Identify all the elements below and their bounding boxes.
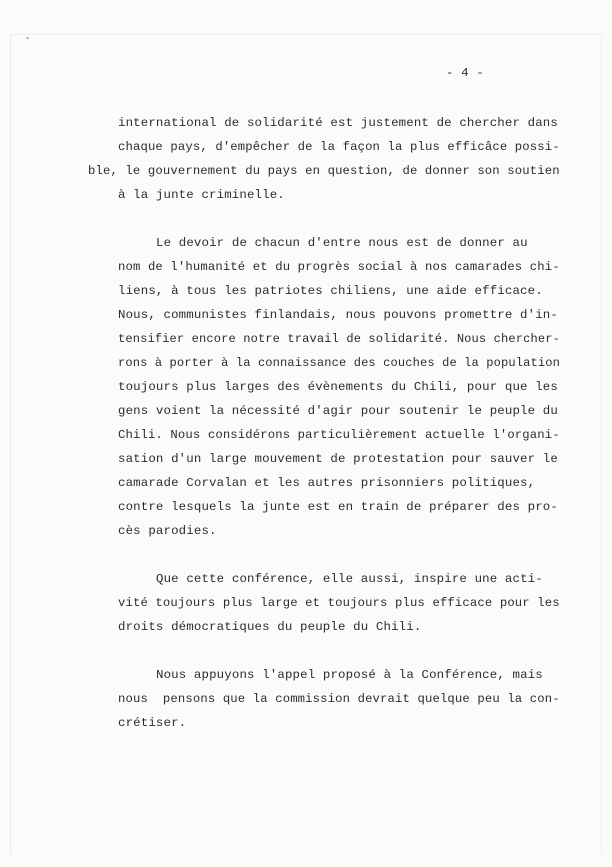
paragraph-2-line-2: nom de l'humanité et du progrès social à nos camarades chi-	[118, 260, 560, 274]
paragraph-1-line-2: chaque pays, d'empêcher de la façon la plus efficâce possi-	[118, 140, 560, 154]
paragraph-3-line-1: Que cette conférence, elle aussi, inspire une acti-	[156, 572, 543, 586]
paragraph-2-line-5: tensifier encore notre travail de solidarité. Nous chercher-	[118, 332, 560, 346]
paragraph-2-line-8: gens voient la nécessité d'agir pour soutenir le peuple du	[118, 404, 558, 418]
paragraph-2-line-11: camarade Corvalan et les autres prisonniers politiques,	[118, 476, 536, 490]
paragraph-1-line-3: ble, le gouvernement du pays en question, de donner son soutien	[88, 164, 560, 178]
paragraph-4-line-2: nous pensons que la commission devrait quelque peu la con-	[118, 692, 560, 706]
paragraph-1-line-1: international de solidarité est justement de chercher dans	[118, 116, 558, 130]
paper-speck	[26, 37, 29, 39]
paragraph-4-line-1: Nous appuyons l'appel proposé à la Conférence, mais	[156, 668, 543, 682]
page-number: - 4 -	[446, 66, 484, 80]
paragraph-2-line-3: liens, à tous les patriotes chiliens, une aide efficace.	[118, 284, 543, 298]
paragraph-3-line-2: vité toujours plus large et toujours plus efficace pour les	[118, 596, 560, 610]
paragraph-2-line-4: Nous, communistes finlandais, nous pouvons promettre d'in-	[118, 308, 558, 322]
paragraph-3-line-3: droits démocratiques du peuple du Chili.	[118, 620, 422, 634]
paragraph-1-line-4: à la junte criminelle.	[118, 188, 285, 202]
paragraph-2-line-9: Chili. Nous considérons particulièrement actuelle l'organi-	[118, 428, 560, 442]
paragraph-2-line-1: Le devoir de chacun d'entre nous est de donner au	[156, 236, 528, 250]
paragraph-2-line-7: toujours plus larges des évènements du Chili, pour que les	[118, 380, 558, 394]
paragraph-2-line-6: rons à porter à la connaissance des couches de la population	[118, 356, 560, 370]
paragraph-2-line-12: contre lesquels la junte est en train de préparer des pro-	[118, 500, 558, 514]
paragraph-4-line-3: crétiser.	[118, 716, 187, 730]
page-edge-left	[10, 34, 11, 854]
paragraph-2-line-10: sation d'un large mouvement de protestation pour sauver le	[118, 452, 558, 466]
page-edge-right	[601, 34, 602, 854]
paragraph-2-line-13: cès parodies.	[118, 524, 217, 538]
page-edge-top	[10, 34, 600, 35]
